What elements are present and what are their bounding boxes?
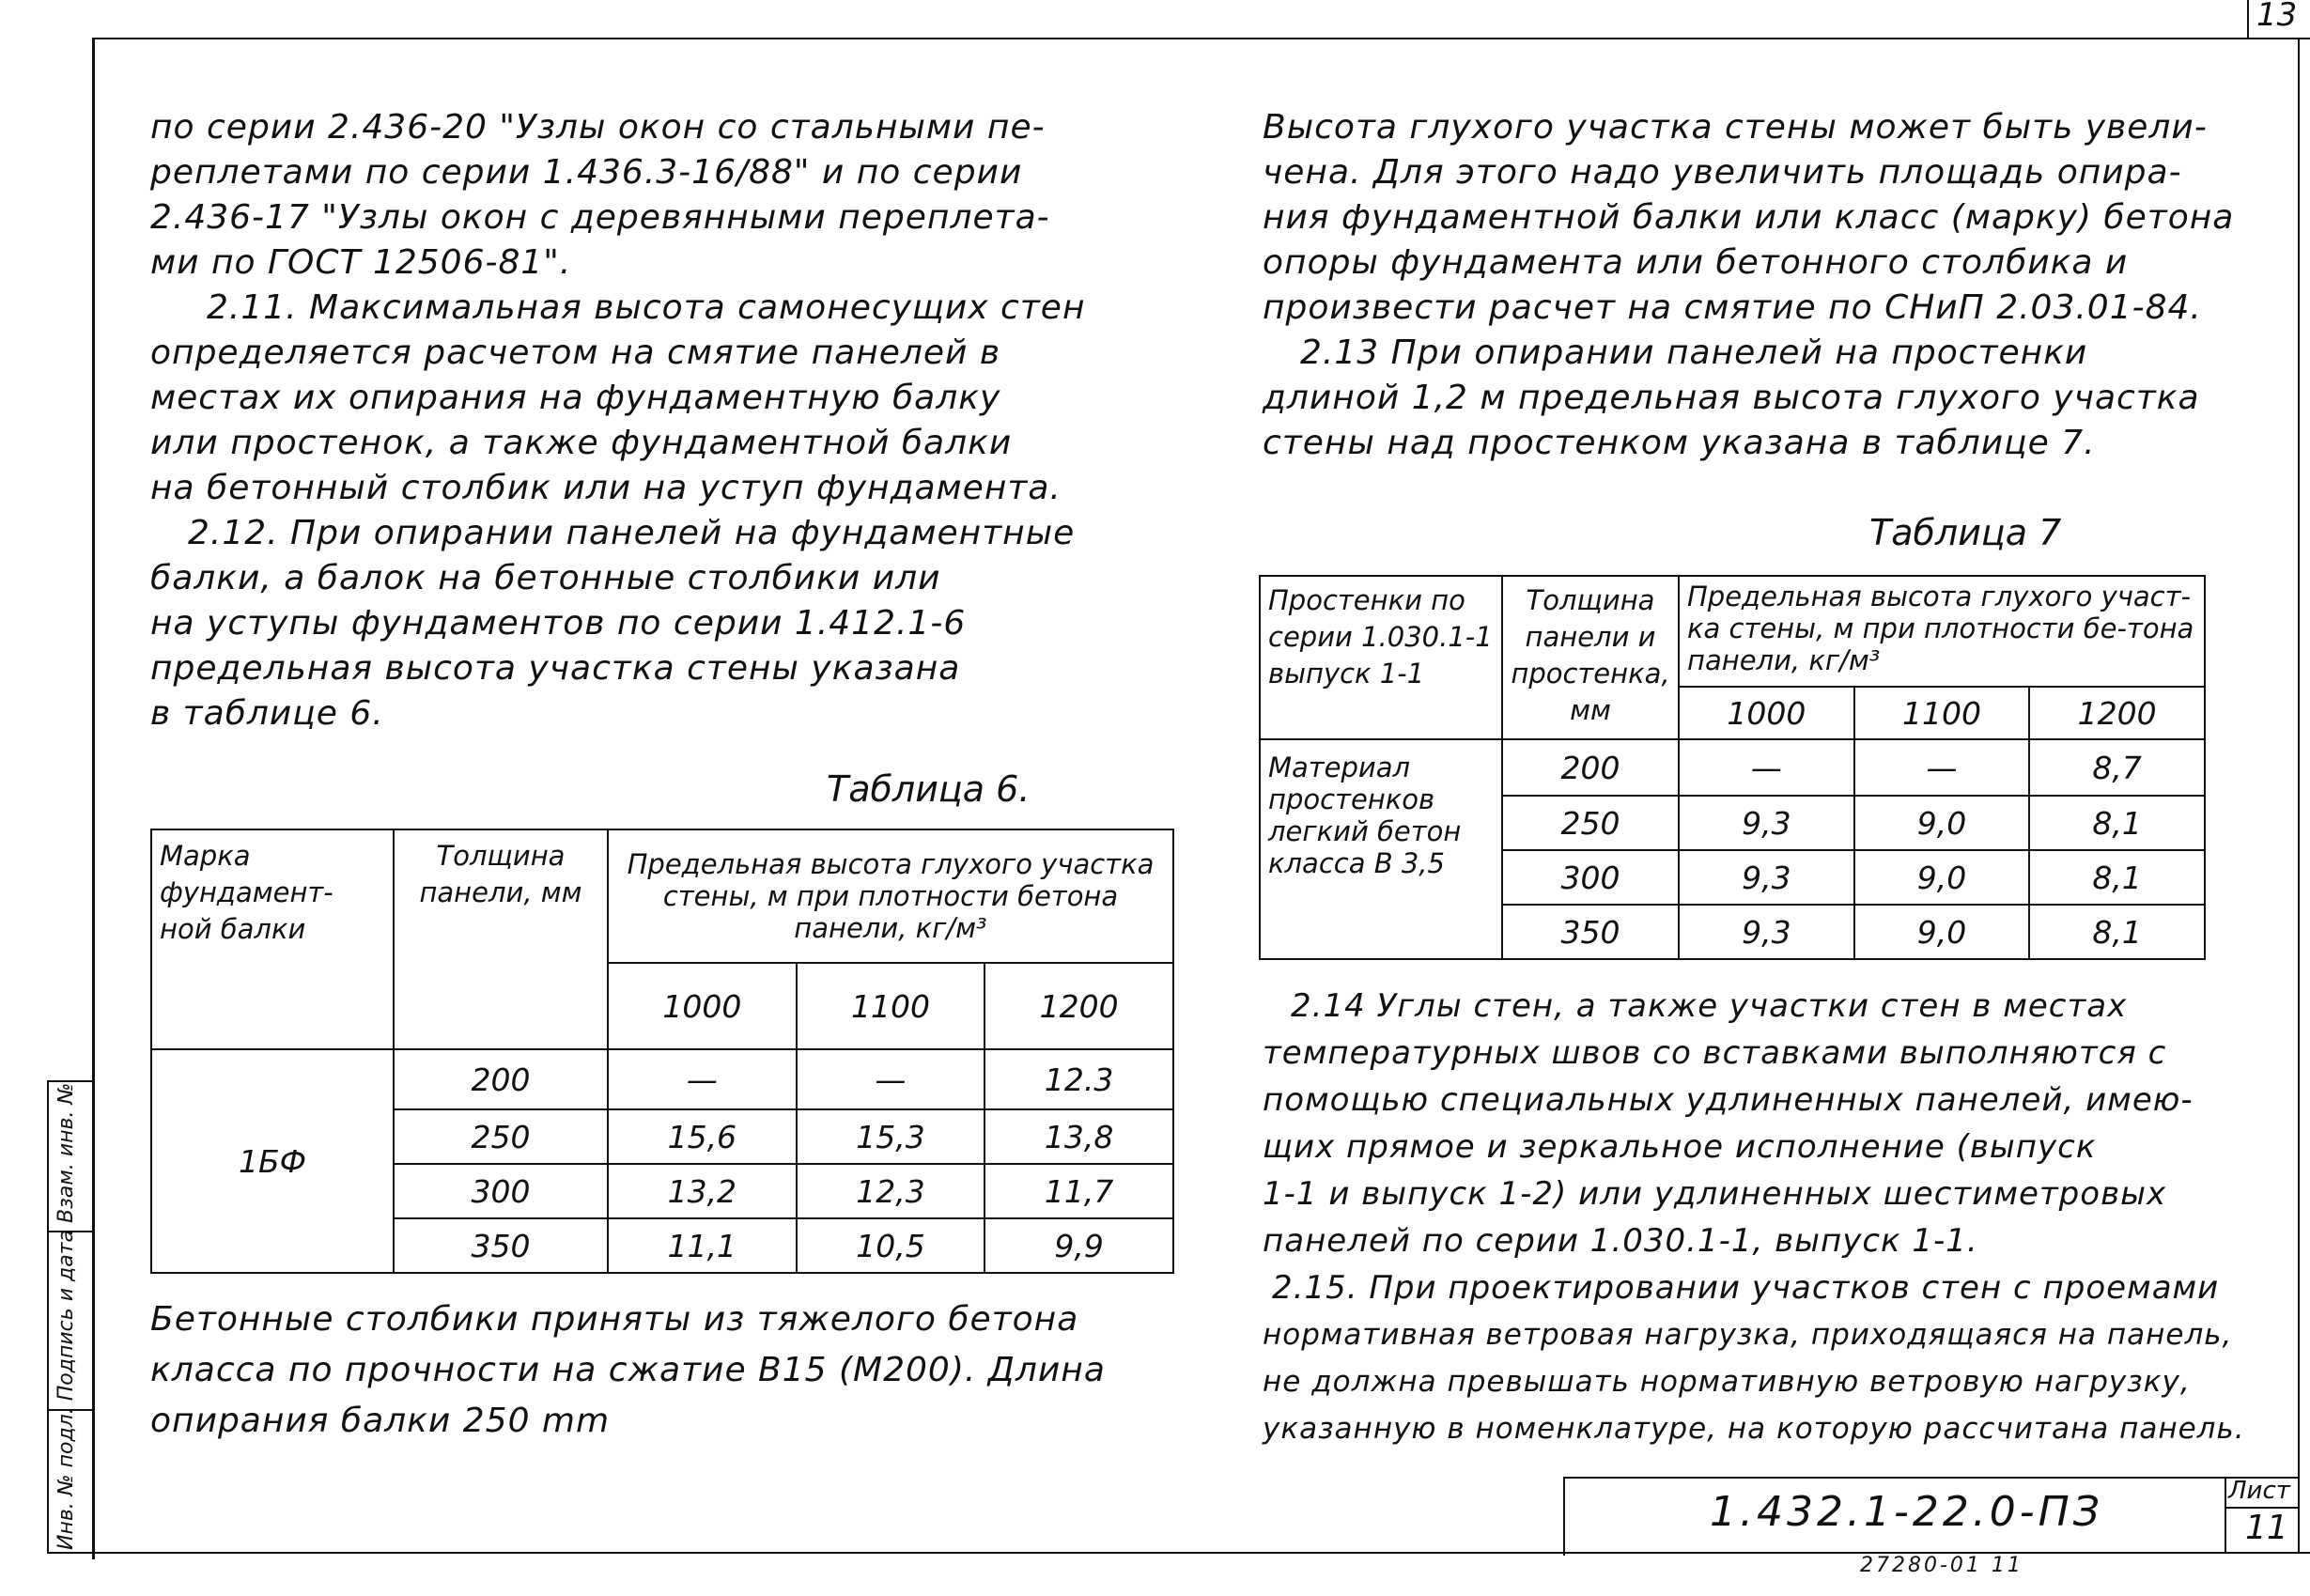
table6 [150, 829, 1174, 1274]
text-line: ми по ГОСТ 12506-81". [150, 243, 572, 282]
text-line: 2.11. Максимальная высота самонесущих стен [207, 288, 1086, 327]
table7-cell: 9,0 [1854, 905, 2030, 959]
text-line: предельная высота участка стены указана [150, 649, 961, 688]
table6-cell: — [797, 1049, 985, 1109]
text-line: чена. Для этого надо увеличить площадь опира- [1263, 153, 2182, 192]
table6-cell: 13,8 [984, 1109, 1173, 1164]
table7-cell: 8,1 [2029, 796, 2205, 850]
text-line: 1-1 и выпуск 1-2) или удлиненных шестиметровых [1263, 1175, 2167, 1213]
table7-header-height: Предельная высота глухого участ-ка стены, м при плотности бе-тона панели, кг/м³ [1679, 576, 2205, 687]
text-line: Высота глухого участка стены может быть увели- [1263, 108, 2208, 147]
text-line: произвести расчет на смятие по СНиП 2.03.01-84. [1263, 288, 2202, 327]
text-line: ния фундаментной балки или класс (марку) бетона [1263, 198, 2235, 237]
table7-cell: 9,0 [1854, 796, 2030, 850]
text-line: 2.15. При проектировании участков стен с проемами [1272, 1269, 2220, 1307]
table6-density: 1100 [797, 963, 985, 1049]
table7-density: 1200 [2029, 687, 2205, 739]
text-line: 2.436-17 "Узлы окон с деревянными переплета- [150, 198, 1050, 237]
table6-mark: 1БФ [151, 1049, 394, 1273]
table7-cell: 9,0 [1854, 850, 2030, 905]
table6-cell: 12.3 [984, 1049, 1173, 1109]
text-line: определяется расчетом на смятие панелей в [150, 333, 1001, 372]
text-line: длиной 1,2 м предельная высота глухого участка [1263, 379, 2200, 417]
frame-left-border [92, 38, 95, 1559]
sheet-number: 11 [2245, 1509, 2288, 1547]
table6-header-thickness: Толщина панели, мм [394, 829, 608, 1049]
table7-material: Материал простенков легкий бетон класса В 3,5 [1260, 739, 1502, 959]
stamp-strip-text: Инв. № подл. Подпись и дата Взам. инв. № [54, 1082, 78, 1550]
table6-cell: 350 [394, 1218, 608, 1273]
text-line: в таблице 6. [150, 694, 384, 733]
table7-header-piers: Простенки по серии 1.030.1-1 выпуск 1-1 [1260, 576, 1502, 739]
text-line: стены над простенком указана в таблице 7. [1263, 424, 2096, 462]
left-bottom-text [150, 1294, 1106, 1447]
table7-density: 1000 [1679, 687, 1854, 739]
text-line: по серии 2.436-20 "Узлы окон со стальными пе- [150, 108, 1046, 147]
table6-density: 1200 [984, 963, 1173, 1049]
table7-cell: — [1854, 739, 2030, 796]
table6-cell: 9,9 [984, 1218, 1173, 1273]
left-column-text [150, 105, 1086, 736]
sheet-label: Лист [2228, 1477, 2290, 1505]
text-line: щих прямое и зеркальное исполнение (выпуск [1263, 1128, 2097, 1166]
table7-cell: 300 [1502, 850, 1679, 905]
text-line: опирания балки 250 mm [150, 1402, 611, 1440]
table6-cell: 15,6 [608, 1109, 797, 1164]
table6-header-mark: Марка фундамент-ной балки [151, 829, 394, 1049]
table7-cell: 9,3 [1679, 796, 1854, 850]
table6-cell: 15,3 [797, 1109, 985, 1164]
table7 [1259, 575, 2206, 960]
text-line: помощью специальных удлиненных панелей, имею- [1263, 1081, 2194, 1119]
page-number-divider [2247, 0, 2249, 38]
table7-cell: 250 [1502, 796, 1679, 850]
text-line: не должна превышать нормативную ветровую нагрузку, [1263, 1365, 2191, 1399]
text-line: опоры фундамента или бетонного столбика и [1263, 243, 2129, 282]
text-line: реплетами по серии 1.436.3-16/88" и по серии [150, 153, 1023, 192]
text-line: местах их опирания на фундаментную балку [150, 379, 1001, 417]
text-line: балки, а балок на бетонные столбики или [150, 559, 941, 597]
table6-cell: 13,2 [608, 1164, 797, 1218]
right-column-text [1263, 105, 2234, 466]
text-line: на бетонный столбик или на уступ фундамента. [150, 469, 1062, 507]
text-line: на уступы фундаментов по серии 1.412.1-6 [150, 604, 967, 643]
text-line: нормативная ветровая нагрузка, приходящаяся на панель, [1263, 1318, 2233, 1352]
text-line: указанную в номенклатуре, на которую рассчитана панель. [1263, 1412, 2245, 1446]
table7-cell: — [1679, 739, 1854, 796]
table6-cell: 200 [394, 1049, 608, 1109]
table7-cell: 8,7 [2029, 739, 2205, 796]
text-line: Бетонные столбики приняты из тяжелого бетона [150, 1300, 1079, 1339]
text-line: 2.14 Углы стен, а также участки стен в местах [1291, 987, 2128, 1025]
table7-cell: 9,3 [1679, 905, 1854, 959]
page-number: 13 [2256, 0, 2298, 34]
text-line: температурных швов со вставками выполняются с [1263, 1034, 2167, 1072]
table7-cell: 8,1 [2029, 850, 2205, 905]
table6-cell: 10,5 [797, 1218, 985, 1273]
text-line: или простенок, а также фундаментной балки [150, 424, 1013, 462]
table6-cell: — [608, 1049, 797, 1109]
table7-cell: 350 [1502, 905, 1679, 959]
text-line: 2.12. При опирании панелей на фундаментные [188, 514, 1076, 552]
table6-caption: Таблица 6. [827, 768, 1031, 810]
table6-header-height: Предельная высота глухого участка стены, м при плотности бетона панели, кг/м³ [608, 829, 1173, 963]
table6-cell: 11,1 [608, 1218, 797, 1273]
frame-top-border [92, 38, 2310, 39]
table6-cell: 250 [394, 1109, 608, 1164]
table7-header-thickness: Толщина панели и простенка, мм [1502, 576, 1679, 739]
table6-cell: 11,7 [984, 1164, 1173, 1218]
footer-code: 27280-01 11 [1860, 1554, 2023, 1577]
table7-density: 1100 [1854, 687, 2030, 739]
text-line: 2.13 При опирании панелей на простенки [1300, 333, 2088, 372]
table6-density: 1000 [608, 963, 797, 1049]
table6-cell: 300 [394, 1164, 608, 1218]
table7-cell: 8,1 [2029, 905, 2205, 959]
table7-cell: 200 [1502, 739, 1679, 796]
document-code: 1.432.1-22.0-ПЗ [1710, 1488, 2103, 1536]
frame-right-border [2298, 38, 2300, 1552]
table7-cell: 9,3 [1679, 850, 1854, 905]
table7-caption: Таблица 7 [1869, 512, 2062, 553]
text-line: класса по прочности на сжатие В15 (М200). Длина [150, 1351, 1106, 1389]
stamp-strip-border [47, 1080, 49, 1554]
text-line: панелей по серии 1.030.1-1, выпуск 1-1. [1263, 1222, 1978, 1260]
table6-cell: 12,3 [797, 1164, 985, 1218]
right-bottom-text [1263, 983, 2245, 1452]
